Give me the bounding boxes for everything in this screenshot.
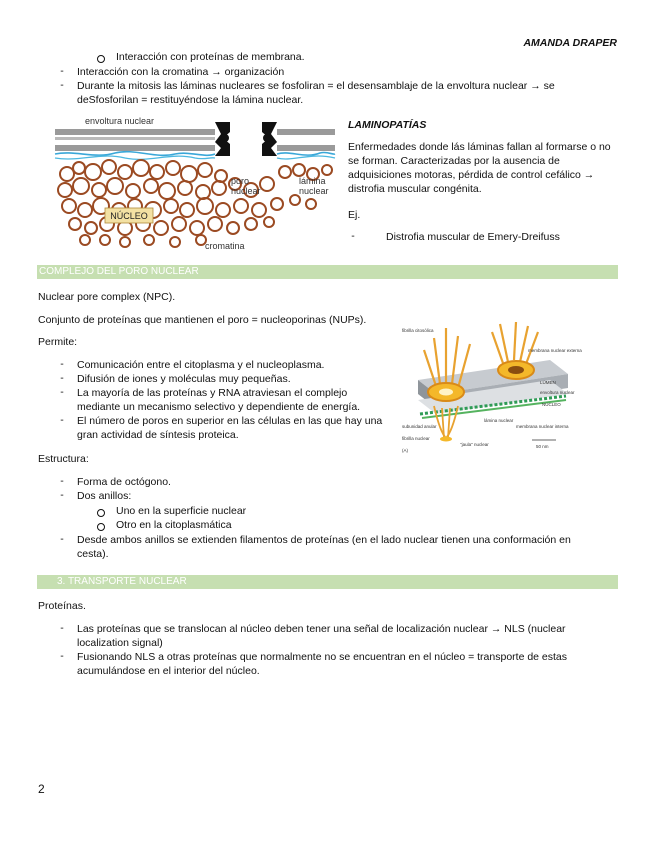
bullet-circle (97, 509, 105, 517)
laminopatias-text: se forman. Caracterizadas por la ausencia de (348, 155, 560, 167)
section-heading-text: COMPLEJO DEL PORO NUCLEAR (39, 266, 199, 277)
figure2-label-subunidad: subunidad anular (402, 424, 437, 429)
bullet-dash: - (60, 622, 64, 634)
list-item: Difusión de iones y moléculas muy pequeñas. (77, 373, 291, 385)
bullet-dash: - (60, 533, 64, 545)
figure2-label-nucleo: NÚCLEO (542, 402, 561, 407)
figure2-label-lamina: lámina nuclear (484, 418, 514, 423)
list-item: Durante la mitosis las láminas nucleares se fosfoliran = el desensamblaje de la envoltura nuclear → se (77, 80, 555, 92)
list-item: El número de poros en superior en las células en las que hay una (77, 415, 383, 427)
bullet-dash: - (60, 79, 64, 91)
bullet-dash: - (60, 650, 64, 662)
paragraph: Permite: (38, 336, 78, 348)
figure1-label-poro: poro (231, 176, 250, 186)
bullet-dash: - (60, 414, 64, 426)
list-item: La mayoría de las proteínas y RNA atraviesan el complejo (77, 387, 348, 399)
laminopatias-title: LAMINOPATÍAS (348, 119, 427, 131)
bullet-dash: - (60, 358, 64, 370)
list-item: Forma de octógono. (77, 476, 171, 488)
laminopatias-text: distrofia muscular congénita. (348, 183, 482, 195)
section-heading-npc (37, 265, 618, 279)
bullet-dash: - (60, 372, 64, 384)
paragraph: Nuclear pore complex (NPC). (38, 291, 176, 303)
list-item-continuation: mediante un mecanismo selectivo y dependiente de energía. (77, 401, 361, 413)
list-item: Dos anillos: (77, 490, 132, 502)
figure1-label-cromatina: cromatina (205, 241, 245, 251)
section-heading-transporte (37, 575, 618, 589)
author-name: AMANDA DRAPER (523, 37, 617, 49)
figure2-label-fibrilla-nuclear: fibrilla nuclear (402, 436, 430, 441)
example-item: Distrofia muscular de Emery-Dreifuss (386, 231, 560, 243)
laminopatias-text: adquisiciones motoras, pérdida de control cefálico → (348, 169, 595, 181)
figure2-label-panel: (A) (402, 448, 408, 453)
figure1-label-poro-2: nuclear (231, 186, 261, 196)
list-item: Desde ambos anillos se extienden filamentos de proteínas (en el lado nuclear tienen una conformación en (77, 534, 571, 546)
figure2-label-fibrilla-citosolica: fibrilla citosólica (402, 328, 434, 333)
section-heading-text: 3. TRANSPORTE NUCLEAR (57, 576, 187, 587)
list-subitem: Uno en la superficie nuclear (116, 505, 247, 517)
figure2-label-jaula: "jaula" nuclear (460, 442, 489, 447)
figure1-label-envoltura: envoltura nuclear (85, 116, 155, 126)
list-item: Las proteínas que se translocan al núcleo deben tener una señal de localización nuclear → NLS (nuclear (77, 623, 566, 635)
figure2-label-membrana-interna: membrana nuclear interna (516, 424, 569, 429)
list-item-continuation: gran actividad de síntesis proteica. (77, 429, 239, 441)
figure1-label-lamina-2: nuclear (299, 186, 329, 196)
list-item-continuation: acumulándose en el interior del núcleo. (77, 665, 260, 677)
bullet-dash: - (60, 475, 64, 487)
list-item: Fusionando NLS a otras proteínas que normalmente no se encuentran en el núcleo = transporte de estas (77, 651, 568, 663)
example-label: Ej. (348, 209, 361, 221)
list-item-continuation: localization signal) (77, 637, 163, 649)
bullet-dash: - (351, 230, 355, 242)
figure2-label-membrana-externa: membrana nuclear externa (528, 348, 582, 353)
list-item-continuation: cesta). (77, 548, 109, 560)
bullet-dash: - (60, 489, 64, 501)
paragraph: Proteínas. (38, 600, 86, 612)
bullet-dash: - (60, 386, 64, 398)
list-subitem: Otro en la citoplasmática (116, 519, 232, 531)
page-number: 2 (38, 782, 45, 796)
list-item: Comunicación entre el citoplasma y el nucleoplasma. (77, 359, 325, 371)
paragraph: Conjunto de proteínas que mantienen el poro = nucleoporinas (NUPs). (38, 314, 367, 326)
nuclear-pore-figure (400, 322, 582, 462)
bullet-circle (97, 55, 105, 63)
figure2-label-lumen: LÚMEN (540, 380, 556, 385)
list-subitem: Interacción con proteínas de membrana. (116, 51, 305, 63)
figure2-label-envoltura: envoltura nuclear (540, 390, 575, 395)
bullet-circle (97, 523, 105, 531)
laminopatias-text: Enfermedades donde lás láminas fallan al formarse o no (348, 141, 611, 153)
bullet-dash: - (60, 65, 64, 77)
paragraph: Estructura: (38, 453, 89, 465)
figure1-label-lamina: lámina (299, 176, 326, 186)
list-item-continuation: deSfosforilan = restituyéndose la lámina nuclear. (77, 94, 304, 106)
figure1-label-nucleo: NÚCLEO (110, 211, 148, 221)
nuclear-envelope-figure (55, 112, 335, 252)
figure2-label-scale: 50 nm (536, 444, 549, 449)
list-item: Interacción con la cromatina → organización (77, 66, 285, 78)
